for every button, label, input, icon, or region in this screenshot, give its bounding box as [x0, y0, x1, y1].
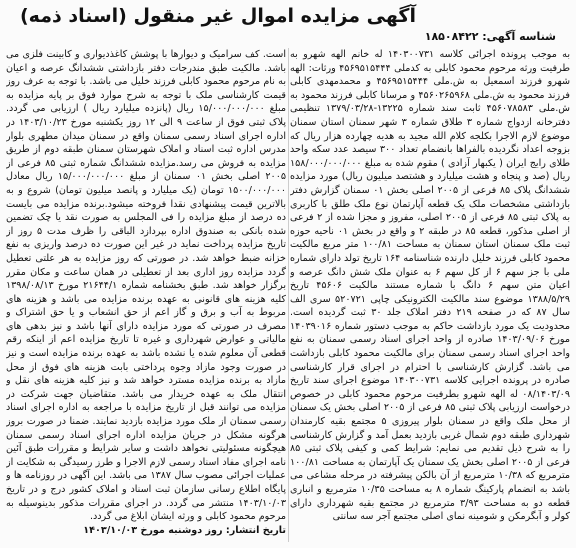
publication-date	[6, 524, 286, 538]
column-divider	[288, 48, 289, 542]
left-column-text: است. کف سرامیک و دیوارها با پوشش کاغذدیواری و کابینت فلزی می باشد. مالکیت طبق مندرجات دفتر بازداشتی ششدانگ عرصه و اعیان به نام مرحوم محمود کابلی فرزند خلیل می باشد. با توجه به عرف روز قیمت کارشناسی ملک با توجه به شرح موارد فوق بر پایه مزایده به مبلغ ۱۵/۰۰۰/۰۰۰/۰۰۰ ریال (پانزده میلیارد ریال ) ارزیابی می گردد. پلاک ثبتی فوق از ساعت ۹ الی ۱۲ روز یکشنبه مورخ ۱۴۰۳/۱۰/۲۳ در اداره اجرای اسناد رسمی سمنان واقع در سمنان میدان مطهری بلوار مدرس اداره ثبت اسناد و املاک شهرستان سمنان طبقه دوم از طریق مزایده به فروش می رسد.مزایده ششدانگ شماره ثبتی ۸۵ فرعی از ۲۰۰۵ اصلی بخش ۰۱ سمنان از مبلغ ۱۵/۰۰۰/۰۰۰/۰۰۰ ریال معادل ۱۵۰۰/۰۰۰/۰۰۰ تومان (یک میلیارد و پانصد میلیون تومان) شروع و به بالاترین قیمت پیشنهادی نقدا فروخته میشود.برنده مزایده می بایست ده درصد از مبلغ مزایده را فی المجلس به صورت نقد یا چک تضمین شده بانکی به صندوق اداره بپردازد الباقی را ظرف مدت ۵ روز از تاریخ مزایده پرداخت نماید در غیر این صورت ده درصد واریزی به نفع خزانه ضبط خواهد شد. در صورتی که روز مزایده به هر علتی تعطیل گردد مزایده روز اداری بعد از تعطیلی در همان ساعت و مکان مقرر برگزار خواهد شد. طبق بخشنامه شماره ۲۱۶۴۴/۱ مورخ ۱۳۹۸/۰۸/۱۳ کلیه هزینه های قانونی به عهده برنده مزایده می باشد و هزینه های مربوط به آب و برق و گاز اعم از حق انشعاب و یا حق اشتراک و مصرف در صورتی که مورد مزایده دارای آنها باشد و نیز بدهی های مالیاتی و عوارض شهرداری و غیره تا تاریخ مزایده اعم از اینکه رقم قطعی آن معلوم شده یا نشده باشد به عهده برنده مزایده است و نیز در صورت وجود مازاد وجوه پرداختی بابت هزینه های فوق از محل مازاد به برنده مزایده مسترد خواهد شد و نیز کلیه هزینه های نقل و انتقال ملک به عهده خریدار می باشد. متقاضیان جهت شرکت در مزایده می توانند قبل از تاریخ مزایده با مراجعه به اداره اجرای اسناد رسمی سمنان از ملک مورد مزایده بازدید نمایند. ضمنا در صورت بروز هرگونه مشکل در جریان مزایده اداره اجرای اسناد رسمی سمنان هیچگونه مسئولیتی نخواهد داشت و سایر شرایط و مقررات طبق آئین نامه اجرای مفاد اسناد رسمی لازم الاجرا و طرز رسیدگی به شکایت از عملیات اجرائی مصوب سال ۱۳۸۷ می باشد. این آگهی در روزنامه ها و پایگاه اطلاع رسانی سازمان ثبت اسناد و املاک کشور درج و در تاریخ ۱۴۰۳/۱۰/۰۳ منتشر می گردد. در اجرای مقررات مذکور بدینوسیله به مرحوم محمود کابلی و ورثه ایشان ابلاغ می گردد.	[6, 49, 286, 523]
left-column	[6, 48, 286, 544]
right-column-text: به موجب پرونده اجرائی کلاسه ۱۴۰۳۰۰۷۳۱ له خانم الهه شهرو به طرفیت ورثه مرحوم محمود کابلی به کدملی ۴۵۶۹۵۱۵۴۴۴ ورثات: الهه شهرو فرزند اسمعیل به ش.ملی ۴۵۶۹۵۱۵۴۴۴ و محمدمهدی کابلی فرزند محمود به ش.ملی ۴۵۶۰۲۶۵۹۶۸ و مرسانا کابلی فرزند محمود به ش.ملی ۴۵۶۰۷۸۵۸۳ ثابت سند شماره ۱۳۲۲۵-۱۳۷۹/۰۳/۲۸ تنظیمی دفترخانه ازدواج شماره ۳ طلاق شماره ۳ شهر سمنان استان سمنان موضوع لازم الاجرا بکلجه کلام الله مجید به هدیه چهارده هزار ریال که بزوجه اعداد نگردیده بالفراها بانضمام تعداد ۳۰۰ سیصد عدد سکه واحد طلای رایج ایران ( یکبهار آزادی ) مقوم شده به مبلغ ۱۵۸/۰۰۰/۰۰۰/۰۰۰ ریال (صد و پنجاه و هشت میلیارد و هشتصد میلیون ریال) مورد مزایده ششدانگ پلاک ۸۵ فرعی از ۲۰۰۵ اصلی بخش ۰۱ سمنان گزارش دفتر بازداشتی مشخصات ملک یک قطعه آپارتمان نوع ملک طلق با کاربری به پلاک ثبتی ۸۵ فرعی از ۲۰۰۵ اصلی، مفروز و مجزا شده از ۲ فرعی از اصلی مذکور، قطعه ۸۵ در طبقه ۲ و واقع در بخش ۰۱ ناحیه حوزه ثبت ملک سمنان استان سمنان به مساحت ۱۰۰/۸۱ متر مربع مالکیت محمود کابلی فرزند خلیل دارنده شناسنامه ۱۶۴ تاریخ تولد دارای شماره ملی با جز سهم ۶ از کل سهم ۶ به عنوان ملک شش دانگ عرصه و اعیان متن سهم ۶ دانگ با شماره مستند مالکیت ۴۵۶۰۶ تاریخ ۱۳۸۸/۵/۲۹ موضوع سند مالکیت الکترونیکی چاپی ۵۲۰۷۲۱ سری الف سال ۸۷ که در صفحه ۲۱۹ دفتر املاک جلد ۳۰ ثبت گردیده است. محدودیت یک مورد بازداشت حاکم به موجب دستور شماره ۱۴۰۳۹۰۱۶ مورخ ۱۴۰۳/۰۹/۰۶ صادره از واحد اجرای اسناد رسمی سمنان به نفع واحد اجرای اسناد رسمی سمنان برای مالکیت محمود کابلی بازداشت می باشد. گزارش کارشناسی با احترام در اجرای قرار کارشناسی صادره در پرونده اجرایی کلاسه ۱۴۰۳۰۰۷۳۱ موضوع اجرای سند تاریخ ۰۸/۱۴۰۳/۰۹ له الهه شهرو بطرفیت مرحوم محمود کابلی در خصوص درخواست ارزیابی پلاک ثبتی ۸۵ فرعی از ۲۰۰۵ اصلی بخش یک سمنان از محل ملک واقع در سمنان بلوار پیروزی ۵ مجتمع بقیه کارمندان شهرداری طبقه دوم شمال غربی بازدید بعمل آمد و گزارش کارشناسی را به شرح ذیل تقدیم می نمایم: شرایط کمی و کیفی پلاک ثبتی ۸۵ فرعی از ۲۰۰۵ اصلی بخش یک سمنان یک آپارتمان به مساحت ۱۰۰/۸۱ مترمربع که ۱۰/۳۸ مترمربع از آن بالکن پیشرفته در مرحله مشاعی می باشد به انضمام پارکینگ شماره ۸ به مساحت ۱۰/۳۵ مترمربع و انباری قطعه دو به مساحت ۳/۹۳ مترمربع در مجتمع بقیه شهرداری دارای کولر و آبگرمکن و شومینه نمای اصلی مجتمع آجر سه سانتی	[290, 49, 570, 523]
right-column	[290, 48, 570, 544]
publication-date-label: تاریخ انتشار:	[225, 524, 286, 536]
publication-date-value: روز دوشنبه مورخ ۱۴۰۳/۱۰/۰۳	[83, 524, 223, 536]
notice-title: آگهی مزایده اموال غیر منقول (اسناد ذمه)	[19, 5, 416, 27]
notice-id: شناسه آگهی: ۱۸۵۰۸۴۲۲	[424, 30, 556, 43]
